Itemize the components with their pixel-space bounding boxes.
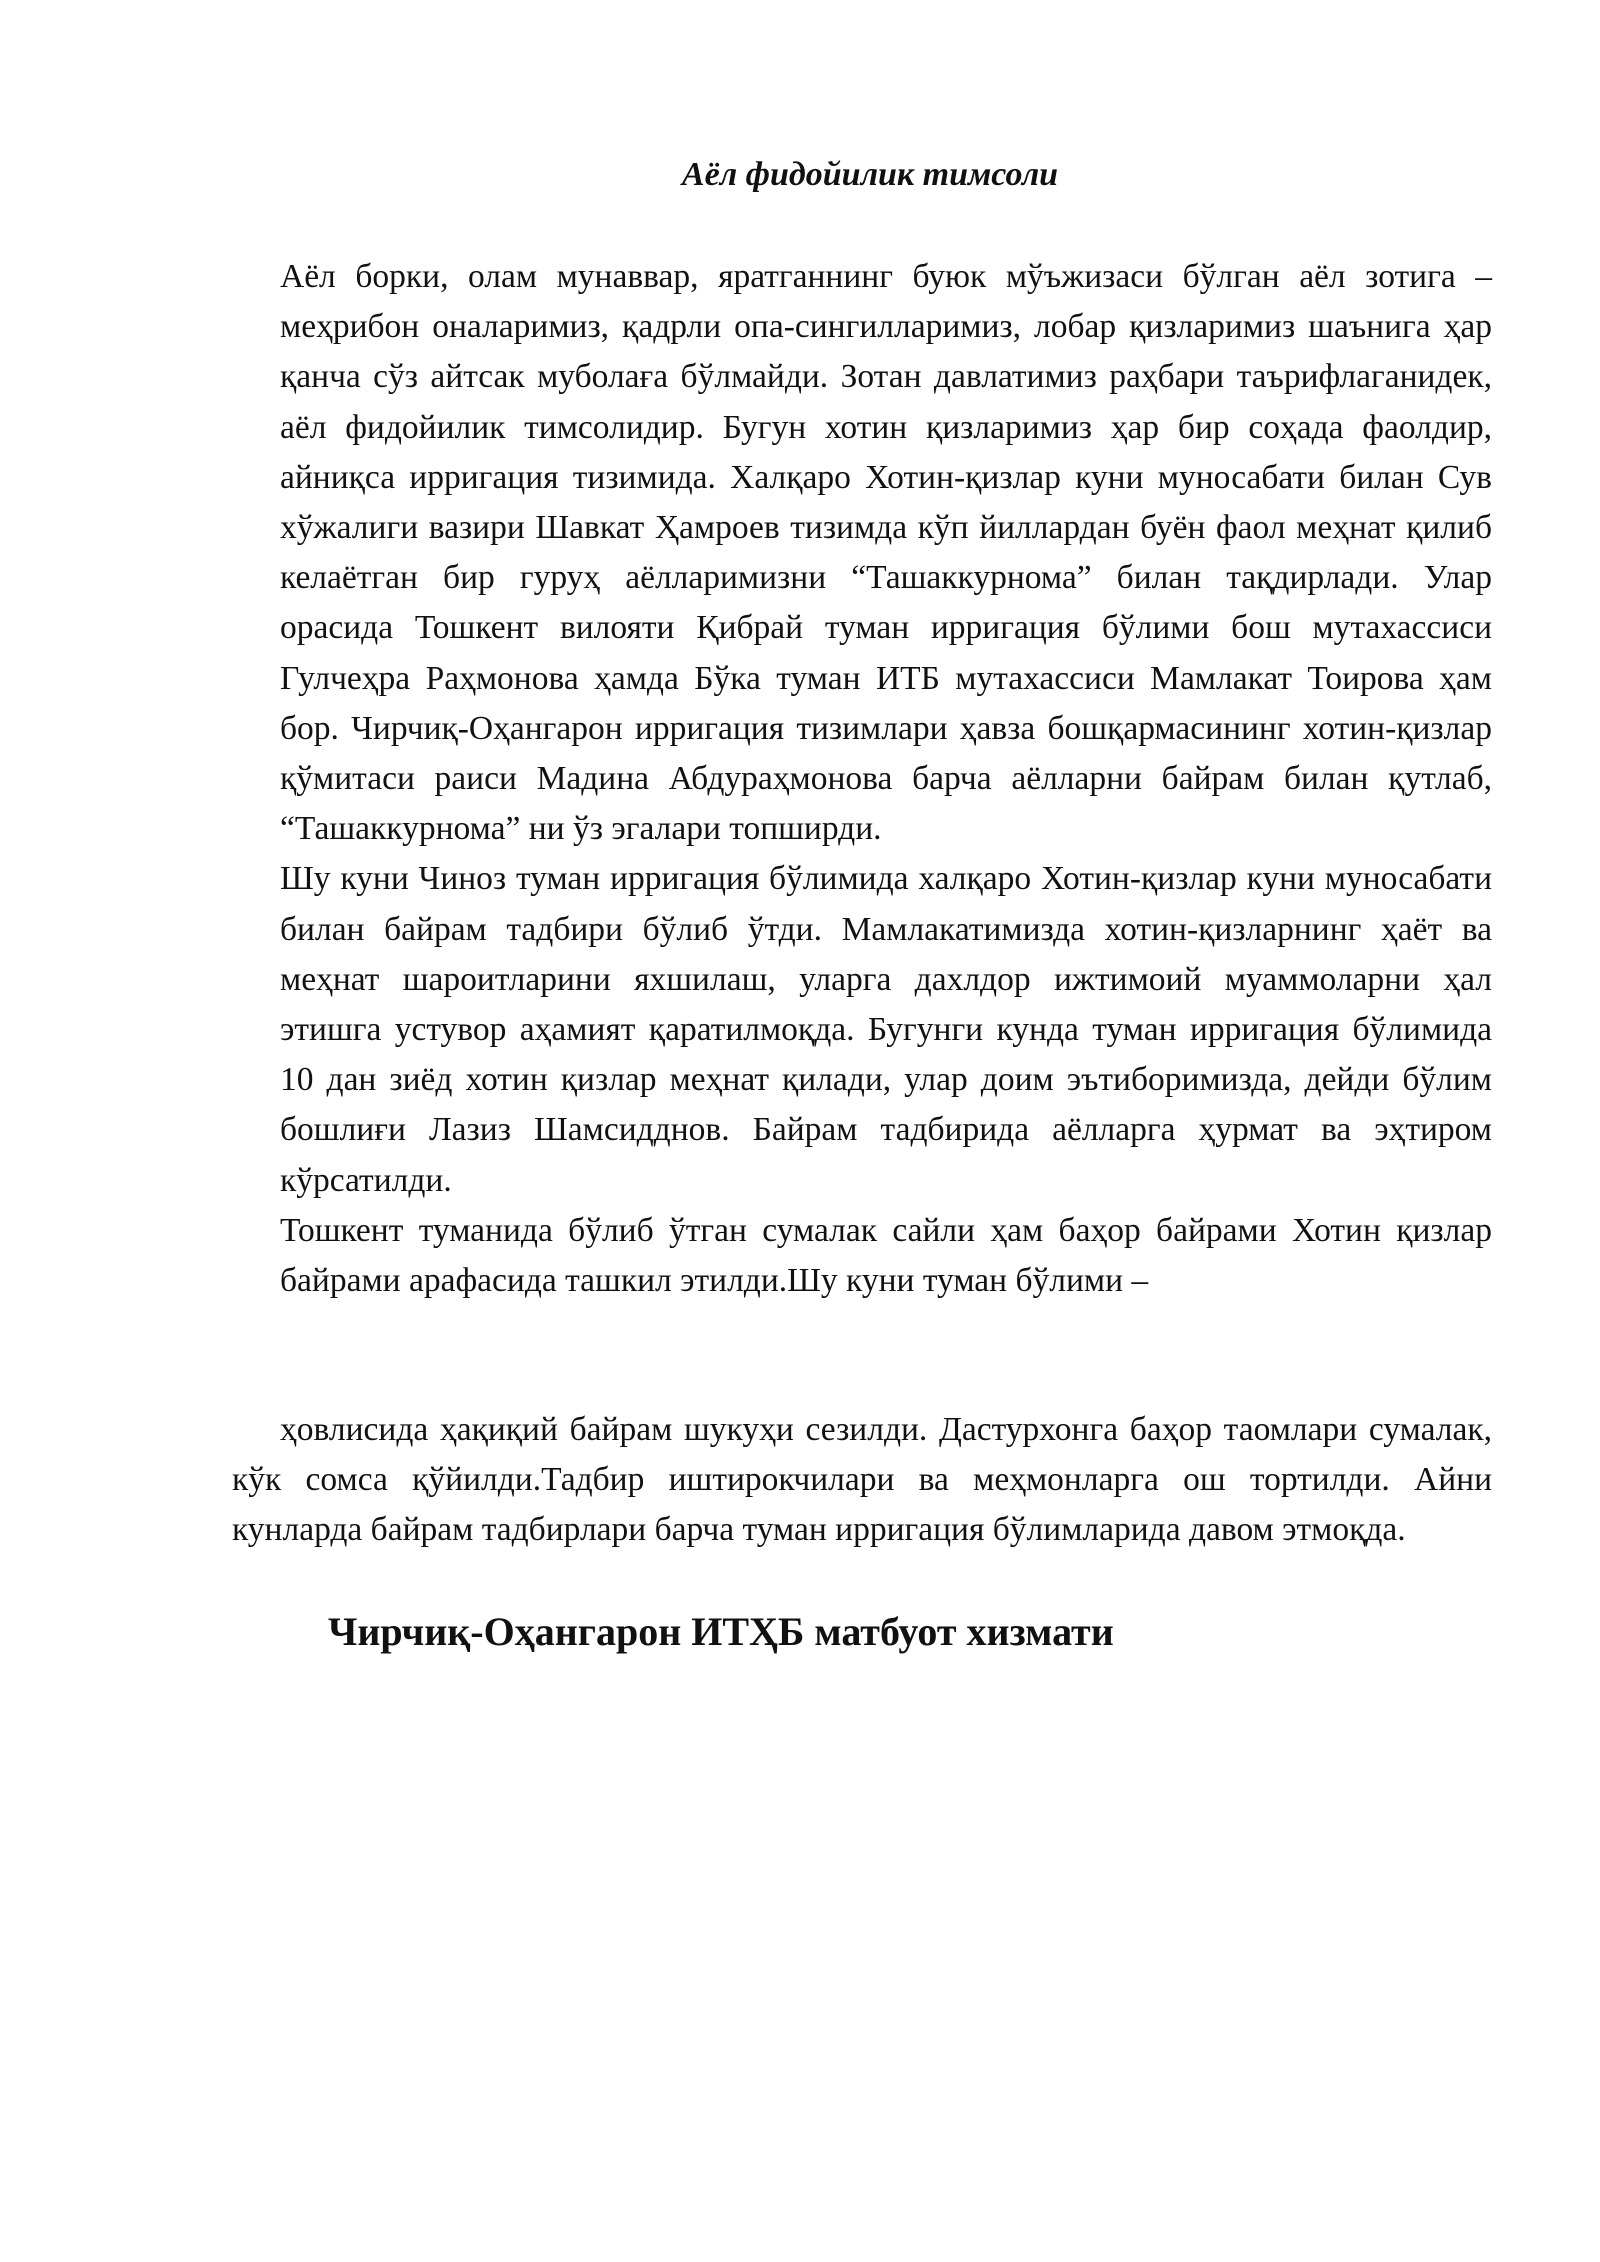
press-service-signature: Чирчиқ-Оҳангарон ИТҲБ матбуот хизмати — [328, 1609, 1114, 1654]
paragraph-chinoz: Шу куни Чиноз туман ирригация бўлимида халқаро Хотин-қизлар куни муносабати билан байрам тадбири бўлиб ўтди. Мамлакатимизда хотин-қизларнинг ҳаёт ва меҳнат шароитларини яхшилаш, уларга дахлдор ижтимоий муаммоларни ҳал этишга устувор аҳамият қаратилмоқда. Бугунги кунда туман ирригация бўлимида 10 дан зиёд хотин қизлар меҳнат қилади, улар доим эътиборимизда, дейди бўлим бошлиғи Лазиз Шамсидднов. Байрам тадбирида аёлларга ҳурмат ва эҳтиром кўрсатилди. — [280, 860, 1492, 1199]
article-body — [280, 252, 1492, 1306]
paragraph-awards: Аёл борки, олам мунаввар, яратганнинг буюк мўъжизаси бўлган аёл зотига – меҳрибон оналаримиз, қадрли опа-сингилларимиз, лобар қизларимиз шаънига ҳар қанча сўз айтсак муболаға бўлмайди. Зотан давлатимиз раҳбари таърифлаганидек, аёл фидойилик тимсолидир. Бугун хотин қизларимиз ҳар бир соҳада фаолдир, айниқса ирригация тизимида. Халқаро Хотин-қизлар куни муносабати билан Сув хўжалиги вазири Шавкат Ҳамроев тизимда кўп йиллардан буён фаол меҳнат қилиб келаётган бир гуруҳ аёлларимизни “Ташаккурнома” билан тақдирлади. Улар орасида Тошкент вилояти Қибрай туман ирригация бўлими бош мутахассиси Гулчеҳра Раҳмонова ҳамда Бўка туман ИТБ мутахассиси Мамлакат Тоирова ҳам бор. Чирчиқ-Оҳангарон ирригация тизимлари ҳавза бошқармасининг хотин-қизлар қўмитаси раиси Мадина Абдураҳмонова барча аёлларни байрам билан қутлаб, “Ташаккурнома” ни ўз эгалари топширди. — [280, 258, 1492, 848]
paragraph-celebration: ҳовлисида ҳақиқий байрам шукуҳи сезилди. Дастурхонга баҳор таомлари сумалак, кўк сомса қўйилди.Тадбир иштирокчилари ва меҳмонларга ош тортилди. Айни кунларда байрам тадбирлари барча туман ирригация бўлимларида давом этмоқда. — [232, 1411, 1492, 1549]
paragraph-tashkent: Тошкент туманида бўлиб ўтган сумалак сайли ҳам баҳор байрами Хотин қизлар байрами арафасида ташкил этилди.Шу куни туман бўлими – — [280, 1211, 1492, 1300]
document-title: Аёл фидойилик тимсоли — [681, 156, 1059, 193]
